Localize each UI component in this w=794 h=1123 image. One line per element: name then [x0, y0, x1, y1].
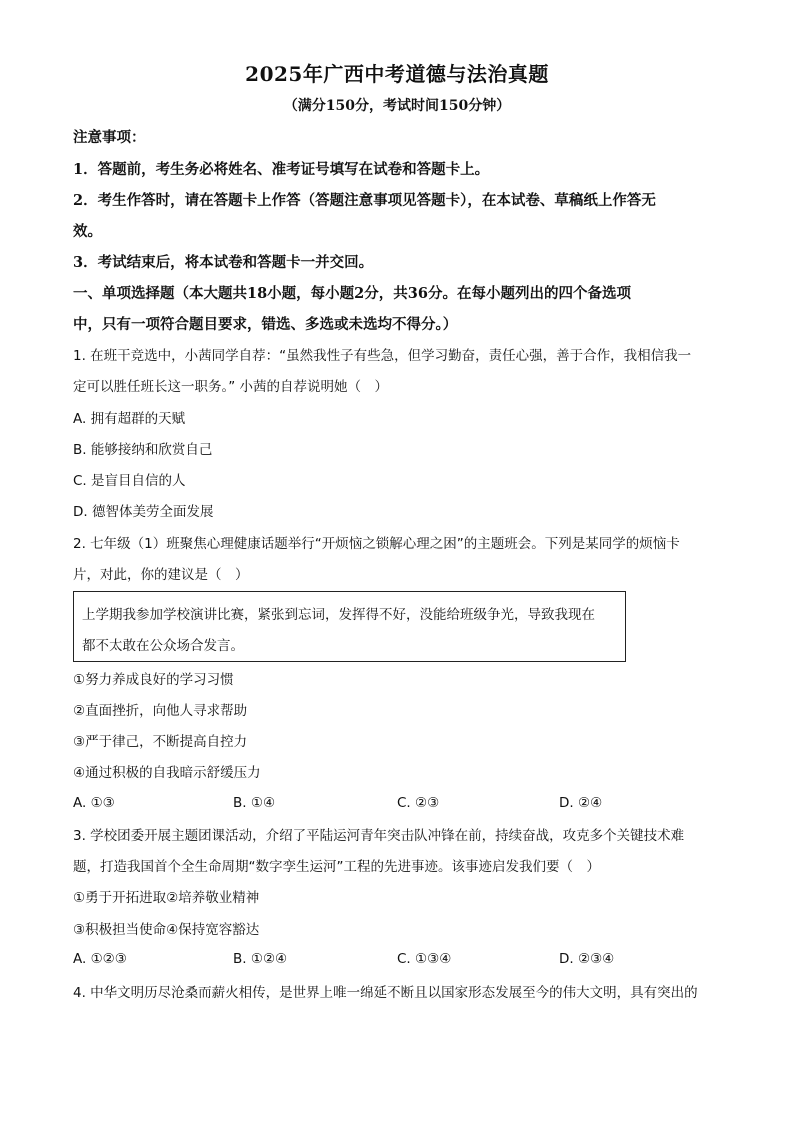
- q2-card-line: 都不太敢在公众场合发言。: [82, 638, 244, 654]
- note-item: 2．考生作答时，请在答题卡上作答（答题注意事项见答题卡），在本试卷、草稿纸上作答无: [73, 192, 656, 209]
- q2-worry-card: [73, 591, 626, 662]
- q1-option-d: D. 德智体美劳全面发展: [73, 504, 214, 520]
- q1-option-b: B. 能够接纳和欣赏自己: [73, 442, 213, 458]
- q3-choices: [73, 951, 713, 971]
- q1-option-a: A. 拥有超群的天赋: [73, 411, 186, 427]
- q2-choice-a: A. ①③: [73, 795, 115, 811]
- section-heading: 一、单项选择题（本大题共18小题，每小题2分，共36分。在每小题列出的四个备选项: [73, 285, 631, 302]
- q2-choice-d: D. ②④: [559, 795, 603, 811]
- exam-subtitle: （满分150分，考试时间150分钟）: [283, 98, 511, 114]
- q2-statement-3: ③严于律己，不断提高自控力: [73, 734, 248, 750]
- q2-choice-b: B. ①④: [233, 795, 276, 811]
- q2-card-line: 上学期我参加学校演讲比赛，紧张到忘词，发挥得不好，没能给班级争光，导致我现在: [82, 607, 595, 623]
- q3-choice-b: B. ①②④: [233, 951, 288, 967]
- q2-choice-c: C. ②③: [397, 795, 440, 811]
- q3-choice-c: C. ①③④: [397, 951, 452, 967]
- q2-statement-1: ①努力养成良好的学习习惯: [73, 672, 234, 688]
- q2-statement-4: ④通过积极的自我暗示舒缓压力: [73, 765, 261, 781]
- q2-stem-cont: 片，对此，你的建议是（ ）: [73, 567, 249, 583]
- q4-stem: 4. 中华文明历尽沧桑而薪火相传，是世界上唯一绵延不断且以国家形态发展至今的伟大文明，具有突出的: [73, 985, 698, 1001]
- q2-statement-2: ②直面挫折，向他人寻求帮助: [73, 703, 248, 719]
- q1-stem: 1. 在班干竞选中，小茜同学自荐：“虽然我性子有些急，但学习勤奋，责任心强，善于合作，我相信我一: [73, 348, 692, 364]
- q3-statement-1: ①勇于开拓进取②培养敬业精神: [73, 890, 260, 906]
- q3-choice-a: A. ①②③: [73, 951, 127, 967]
- q3-stem: 3. 学校团委开展主题团课活动，介绍了平陆运河青年突击队冲锋在前，持续奋战，攻克多个关键技术难: [73, 828, 685, 844]
- q2-choices: [73, 795, 713, 815]
- section-heading-cont: 中，只有一项符合题目要求，错选、多选或未选均不得分。）: [73, 316, 458, 333]
- q1-option-c: C. 是盲目自信的人: [73, 473, 186, 489]
- q3-statement-2: ③积极担当使命④保持宽容豁达: [73, 922, 260, 938]
- q2-stem: 2. 七年级（1）班聚焦心理健康话题举行“开烦恼之锁解心理之困”的主题班会。下列是某同学的烦恼卡: [73, 536, 680, 552]
- q1-stem-cont: 定可以胜任班长这一职务。” 小茜的自荐说明她（ ）: [73, 379, 389, 395]
- note-item: 1．答题前，考生务必将姓名、准考证号填写在试卷和答题卡上。: [73, 161, 490, 178]
- note-item: 效。: [73, 223, 102, 240]
- q3-stem-cont: 题，打造我国首个全生命周期“数字孪生运河”工程的先进事迹。该事迹启发我们要（ ）: [73, 859, 600, 875]
- q3-choice-d: D. ②③④: [559, 951, 615, 967]
- exam-title: 2025年广西中考道德与法治真题: [245, 62, 549, 86]
- note-item: 3．考试结束后，将本试卷和答题卡一并交回。: [73, 254, 374, 271]
- notes-heading: 注意事项：: [73, 129, 146, 146]
